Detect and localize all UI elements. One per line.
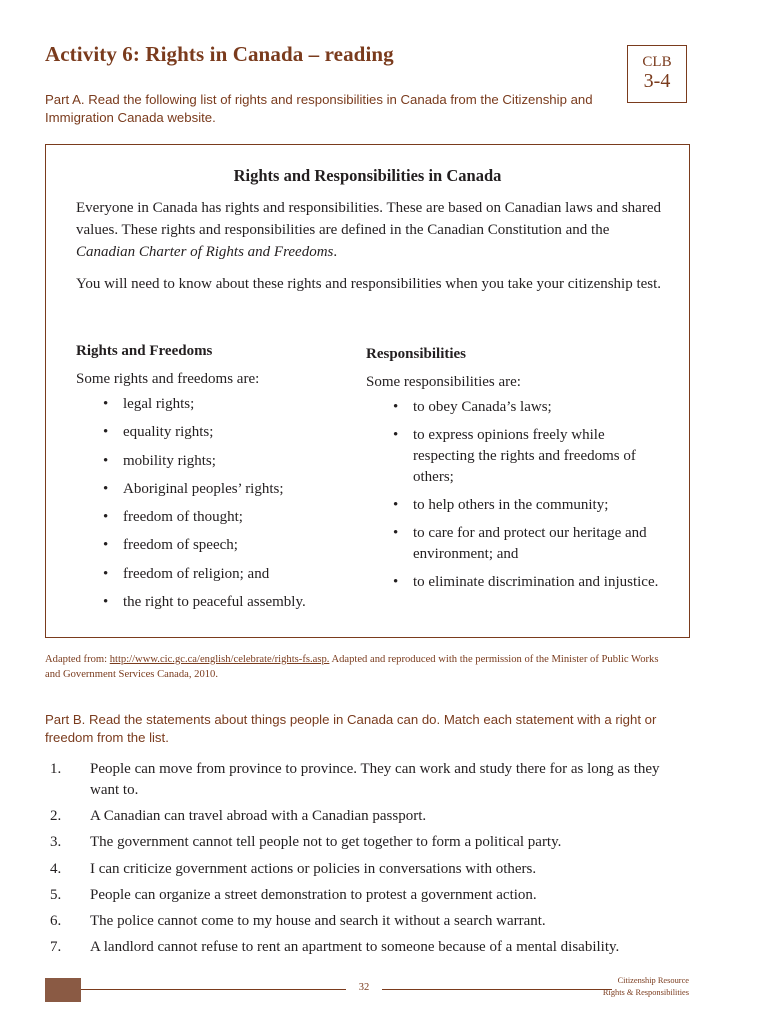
footer-line-1: Citizenship Resource (617, 976, 689, 985)
footer-line-2: Rights & Responsibilities (602, 988, 689, 997)
responsibility-list-item-text: to eliminate discrimination and injustice. (413, 574, 659, 590)
bullet-icon: • (103, 565, 109, 582)
responsibility-list-item-text: to help others in the community; (413, 497, 609, 513)
responsibility-list-item (366, 397, 666, 418)
statement-number: 3. (50, 834, 62, 851)
citizenship-test-paragraph: You will need to know about these rights and responsibilities when you take your citizenship test. (76, 276, 662, 292)
rights-list-item-text: equality rights; (123, 424, 214, 441)
statement-item (50, 885, 690, 906)
statement-item (50, 759, 690, 801)
statement-number: 4. (50, 860, 62, 877)
rights-list-item-text: freedom of speech; (123, 537, 238, 554)
rights-list-item (76, 479, 376, 500)
responsibilities-heading: Responsibilities (366, 346, 467, 362)
rights-list-item-text: the right to peaceful assembly. (123, 594, 306, 611)
responsibility-list-item (366, 523, 666, 565)
responsibility-list-item-text: to care for and protect our heritage and environment; and (413, 525, 647, 562)
bullet-icon: • (393, 574, 399, 590)
intro-end: . (333, 244, 338, 260)
statement-item (50, 832, 690, 853)
statement-item (50, 911, 690, 932)
rights-list-item (76, 422, 376, 443)
activity-title: Activity 6: Rights in Canada – reading (45, 42, 394, 66)
statement-number: 1. (50, 761, 62, 777)
source-link[interactable]: http://www.cic.gc.ca/english/celebrate/rights-fs.asp. (109, 654, 330, 665)
responsibility-list-item (366, 572, 666, 593)
responsibilities-intro: Some responsibilities are: (366, 374, 521, 390)
footer-rule-left (81, 989, 346, 990)
bullet-icon: • (103, 594, 109, 611)
source-suffix: Adapted and reproduced with the permission of the Minister of Public Works and Government Services Canada, 2010. (45, 654, 659, 680)
responsibilities-column (366, 345, 666, 600)
statement-text: A Canadian can travel abroad with a Canadian passport. (90, 808, 427, 825)
rights-list-item (76, 394, 376, 415)
rights-list-item (76, 507, 376, 528)
bullet-icon: • (103, 537, 109, 554)
footer-rule-right (382, 989, 612, 990)
reading-title: Rights and Responsibilities in Canada (233, 166, 502, 185)
statement-number: 5. (50, 886, 62, 903)
clb-level-badge (627, 45, 687, 103)
page-number: 32 (358, 982, 370, 993)
rights-list-item (76, 592, 376, 613)
statement-number: 7. (50, 939, 62, 956)
bullet-icon: • (103, 480, 109, 497)
statement-text: I can criticize government actions or policies in conversations with others. (90, 860, 537, 877)
statement-text: The government cannot tell people not to get together to form a political party. (90, 834, 562, 851)
clb-level: 3-4 (643, 70, 671, 92)
source-note (45, 652, 675, 682)
rights-list-item-text: Aboriginal peoples’ rights; (123, 480, 284, 497)
intro-paragraph (76, 197, 666, 263)
charter-title: Canadian Charter of Rights and Freedoms (76, 244, 334, 260)
rights-list-item-text: freedom of religion; and (123, 565, 270, 582)
rights-list (76, 394, 376, 613)
part-b-instruction: Part B. Read the statements about things people in Canada can do. Match each statement with a right or freedom from the list. (45, 712, 657, 745)
statement-number: 6. (50, 912, 62, 929)
statement-text: The police cannot come to my house and search it without a search warrant. (90, 912, 546, 929)
responsibilities-list (366, 397, 666, 593)
statement-text: People can organize a street demonstration to protest a government action. (90, 886, 537, 903)
statement-item (50, 859, 690, 880)
statement-list (50, 759, 690, 963)
bullet-icon: • (103, 424, 109, 441)
intro-text: Everyone in Canada has rights and responsibilities. These are based on Canadian laws and shared values. These rights and responsibilities are defined in the Canadian Constitution and the (76, 200, 661, 238)
statement-item (50, 806, 690, 827)
rights-list-item (76, 564, 376, 585)
rights-heading: Rights and Freedoms (76, 343, 213, 359)
bullet-icon: • (103, 509, 109, 526)
bullet-icon: • (103, 396, 109, 412)
statement-item (50, 937, 690, 958)
rights-list-item-text: mobility rights; (123, 452, 216, 469)
bullet-icon: • (393, 525, 399, 541)
responsibility-list-item (366, 495, 666, 516)
footer-logo (45, 978, 81, 1002)
bullet-icon: • (393, 497, 399, 513)
responsibility-list-item (366, 425, 666, 488)
rights-list-item-text: legal rights; (123, 396, 195, 412)
rights-list-item-text: freedom of thought; (123, 509, 243, 526)
statement-number: 2. (50, 808, 62, 825)
statement-text: A landlord cannot refuse to rent an apartment to someone because of a mental disability. (90, 939, 620, 956)
part-a-instruction: Part A. Read the following list of rights and responsibilities in Canada from the Citizenship and Immigration Canada website. (45, 92, 593, 125)
reading-box (45, 144, 690, 638)
rights-intro: Some rights and freedoms are: (76, 371, 260, 387)
bullet-icon: • (393, 427, 399, 443)
rights-column (76, 342, 376, 620)
bullet-icon: • (393, 399, 399, 415)
rights-list-item (76, 451, 376, 472)
clb-label: CLB (642, 54, 672, 70)
responsibility-list-item-text: to express opinions freely while respecting the rights and freedoms of others; (413, 427, 636, 485)
bullet-icon: • (103, 452, 109, 469)
statement-text: People can move from province to province. They can work and study there for as long as they want to. (90, 761, 660, 798)
source-prefix: Adapted from: (45, 654, 110, 665)
responsibility-list-item-text: to obey Canada’s laws; (413, 399, 552, 415)
rights-list-item (76, 535, 376, 556)
footer-resource-title (603, 975, 689, 999)
